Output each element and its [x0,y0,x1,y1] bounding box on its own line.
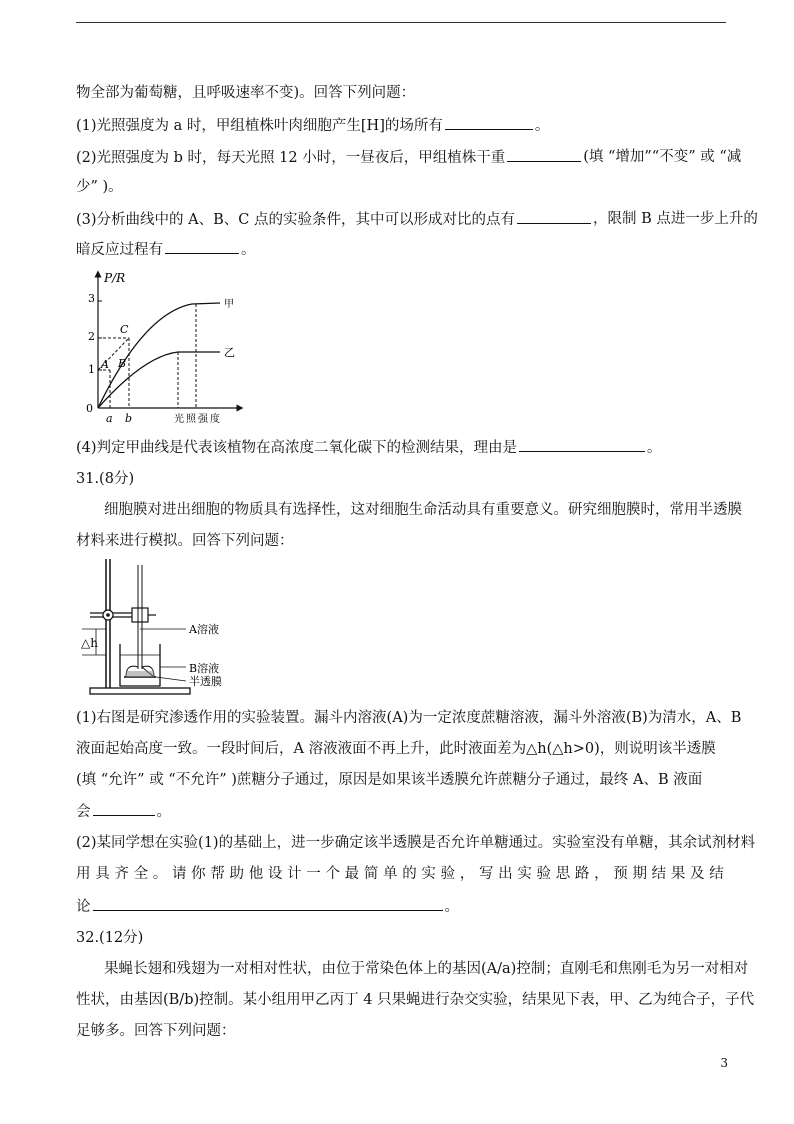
question-1: (1)光照强度为 a 时，甲组植株叶肉细胞产生[H]的场所有 。 [76,115,549,136]
text-line: 物全部为葡萄糖，且呼吸速率不变)。回答下列问题： [76,85,416,101]
y-axis-label: P/R [104,271,126,285]
curve-jia-label: 甲 [224,299,234,310]
question-31-1-line2: 液面起始高度一致。一段时间后，A 溶液液面不再上升，此时液面差为△h(△h>0)，则说明该半透膜 [76,741,716,757]
question-3-line1: (3)分析曲线中的 A、B、C 点的实验条件，其中可以形成对比的点有 ，限制 B 点进一步上升的 [76,211,758,228]
paragraph-32: 果蝇长翅和残翅为一对相对性状，由位于常染色体上的基因(A/a)控制；直刚毛和焦刚毛为另一对相对 [104,961,749,977]
x-axis-label: 光照强度 [174,414,222,425]
y-tick-3: 3 [88,292,95,305]
section-32-heading: 32.(12分) [76,930,144,946]
curve-yi-label: 乙 [224,346,235,359]
label-membrane: 半透膜 [189,675,222,688]
point-a-label: A [101,358,109,371]
curve-jia [98,303,220,408]
y-tick-1: 1 [88,363,95,376]
question-31-2-line1: (2)某同学想在实验(1)的基础上，进一步确定该半透膜是否允许单糖通过。实验室没有单糖，其余试剂材料 [76,835,756,851]
answer-blank[interactable] [517,209,591,224]
question-2-line2: 少” )。 [76,179,123,195]
question-3-line2: 暗反应过程有 。 [76,239,256,260]
question-31-1-line1: (1)右图是研究渗透作用的实验装置。漏斗内溶液(A)为一定浓度蔗糖溶液，漏斗外溶液(B)为清水，A、B [76,710,742,726]
question-31-1-line3: (填 “允许” 或 “不允许” )蔗糖分子通过，原因是如果该半透膜允许蔗糖分子通过，最终 A、B 液面 [76,772,703,788]
label-b-solution: B溶液 [189,662,220,675]
answer-blank[interactable] [93,896,443,911]
y-tick-2: 2 [88,330,95,343]
label-a-solution: A溶液 [189,623,219,636]
x-tick-b: b [125,412,133,425]
section-31-heading: 31.(8分) [76,471,135,487]
header-rule [76,22,726,23]
question-2-line1: (2)光照强度为 b 时，每天光照 12 小时，一昼夜后，甲组植株干重 (填 “增加”“不变” 或 “减 [76,149,742,166]
point-b-label: B [118,357,127,370]
answer-blank[interactable] [507,147,581,162]
answer-blank[interactable] [165,239,239,254]
paragraph-31-cont: 材料来进行模拟。回答下列问题： [76,533,294,549]
curve-yi [98,352,220,408]
paragraph-31: 细胞膜对进出细胞的物质具有选择性，这对细胞生命活动具有重要意义。研究细胞膜时，常用半透膜 [104,502,742,518]
paragraph-32-cont2: 足够多。回答下列问题： [76,1023,236,1039]
answer-blank[interactable] [93,801,155,816]
answer-blank[interactable] [519,437,645,452]
question-31-1-line4: 会 。 [76,801,171,822]
point-c-label: C [120,323,129,336]
pr-light-graph [74,268,244,428]
x-tick-a: a [106,412,113,425]
osmosis-apparatus [76,555,256,697]
answer-blank[interactable] [445,115,533,130]
paragraph-32-cont1: 性状，由基因(B/b)控制。某小组用甲乙丙丁 4 只果蝇进行杂交实验，结果见下表，甲、乙为纯合子，子代 [76,992,755,1008]
delta-h-label: △h [81,636,98,650]
origin-label: 0 [86,402,93,415]
question-31-2-line2: 用 具 齐 全 。 请 你 帮 助 他 设 计 一 个 最 简 单 的 实 验 ， 写 出 实 验 思 路 ， 预 期 结 果 及 结 [76,866,724,882]
page-number: 3 [720,1056,728,1070]
question-4: (4)判定甲曲线是代表该植物在高浓度二氧化碳下的检测结果，理由是 。 [76,437,662,458]
question-31-2-line3: 论 。 [76,896,459,917]
